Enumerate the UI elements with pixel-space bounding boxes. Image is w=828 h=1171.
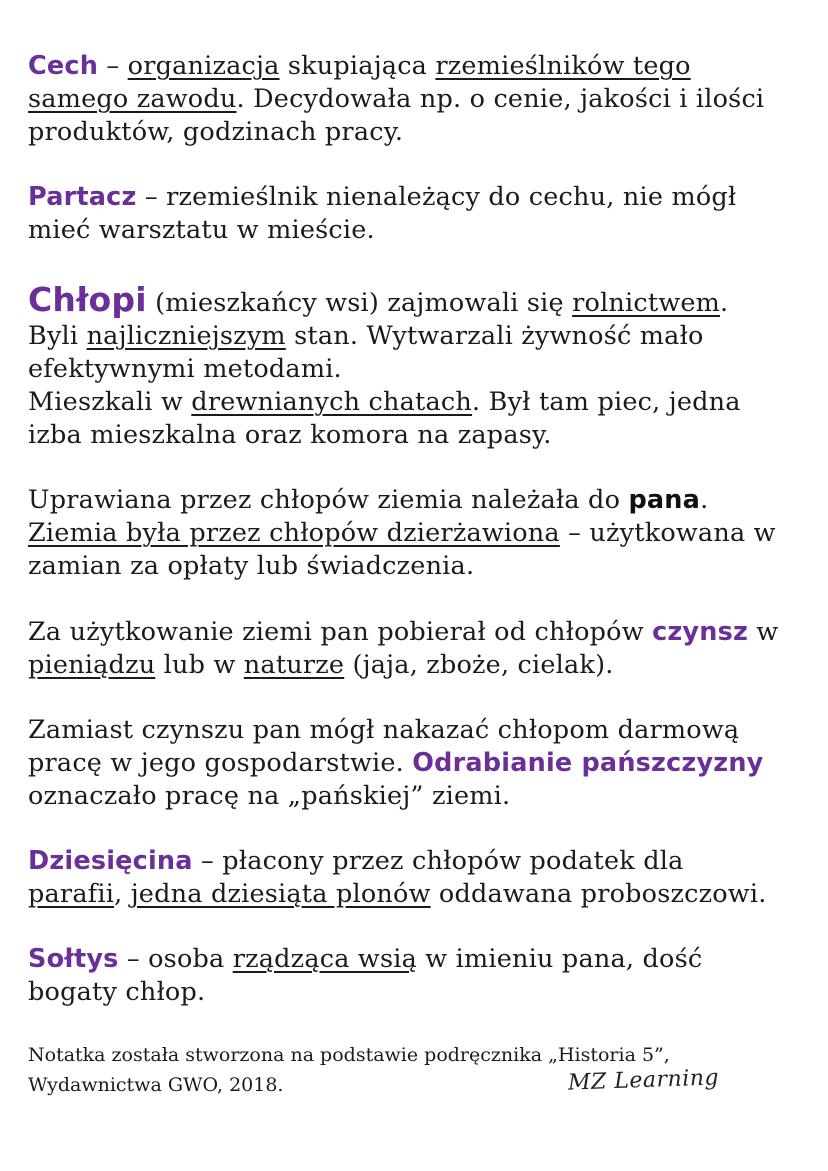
term-czynsz: czynsz — [652, 617, 749, 647]
paragraph-cech — [28, 50, 813, 149]
signature: MZ Learning — [567, 1065, 720, 1096]
paragraph-chlopi — [28, 280, 813, 452]
text: produktów, godzinach pracy. — [28, 117, 404, 147]
text: oddawana proboszczowi. — [430, 879, 767, 909]
paragraph-soltys — [28, 943, 813, 1009]
text: . Decydowała np. o cenie, jakości i ilości — [236, 84, 765, 114]
text: . — [720, 288, 729, 318]
term-dziesiecina: Dziesięcina — [28, 846, 193, 876]
text: w — [748, 617, 779, 647]
paragraph-panszczyzna — [28, 714, 813, 813]
text: bogaty chłop. — [28, 977, 206, 1007]
text: Zamiast czynszu pan mógł nakazać chłopom darmową — [28, 715, 740, 745]
text: oznaczało pracę na „pańskiej” ziemi. — [28, 781, 511, 811]
text: – użytkowana w — [559, 518, 776, 548]
text: , — [114, 879, 131, 909]
text: w imieniu pana, dość — [417, 944, 703, 974]
underlined-rolnictwem: rolnictwem — [572, 288, 721, 318]
text: – rzemieślnik nienależący do cechu, nie mógł — [136, 182, 737, 212]
underlined-pieniadzu: pieniądzu — [28, 650, 156, 680]
underlined-ziemia-dzierzawiona: Ziemia była przez chłopów dzierżawiona — [28, 518, 560, 548]
footer-line-2: Wydawnictwa GWO, 2018. — [28, 1074, 284, 1096]
text: Za użytkowanie ziemi pan pobierał od chłopów — [28, 617, 653, 647]
bold-pana: pana — [628, 485, 701, 515]
underlined-drewnianych-chatach: drewnianych chatach — [191, 387, 473, 417]
text: zamian za opłaty lub świadczenia. — [28, 551, 475, 581]
underlined-rzemieslnikow: rzemieślników tego — [435, 51, 691, 81]
underlined-jedna-dziesiata-plonow: jedna dziesiąta plonów — [130, 879, 431, 909]
term-partacz: Partacz — [28, 182, 137, 212]
text: izba mieszkalna oraz komora na zapasy. — [28, 420, 552, 450]
underlined-rzadzaca-wsia: rządząca wsią — [232, 944, 417, 974]
text: . Był tam piec, jedna — [472, 387, 741, 417]
text: skupiająca — [279, 51, 436, 81]
underlined-naturze: naturze — [243, 650, 345, 680]
paragraph-partacz — [28, 181, 813, 247]
underlined-samego-zawodu: samego zawodu — [28, 84, 237, 114]
term-odrabianie-panszczyzny: Odrabianie pańszczyzny — [412, 748, 764, 778]
underlined-najliczniejszym: najliczniejszym — [86, 321, 286, 351]
text: – — [98, 51, 128, 81]
text: – płacony przez chłopów podatek dla — [192, 846, 684, 876]
text: efektywnymi metodami. — [28, 354, 342, 384]
term-cech: Cech — [28, 51, 99, 81]
footer-line-1: Notatka została stworzona na podstawie podręcznika „Historia 5”, — [28, 1044, 670, 1066]
underlined-parafii: parafii — [28, 879, 115, 909]
paragraph-czynsz — [28, 616, 813, 682]
text: (jaja, zboże, cielak). — [344, 650, 614, 680]
text: Mieszkali w — [28, 387, 192, 417]
text: Byli — [28, 321, 87, 351]
text: . — [700, 485, 709, 515]
term-chlopi: Chłopi — [28, 280, 147, 319]
text: stan. Wytwarzali żywność mało — [285, 321, 704, 351]
text: mieć warsztatu w mieście. — [28, 215, 375, 245]
paragraph-ziemia — [28, 484, 813, 583]
text: – osoba — [118, 944, 233, 974]
term-soltys: Sołtys — [28, 944, 119, 974]
text: lub w — [155, 650, 244, 680]
text: pracę w jego gospodarstwie. — [28, 748, 413, 778]
paragraph-dziesiecina — [28, 845, 813, 911]
text: Uprawiana przez chłopów ziemia należała do — [28, 485, 629, 515]
text: (mieszkańcy wsi) zajmowali się — [146, 288, 573, 318]
underlined-organizacja: organizacja — [127, 51, 280, 81]
